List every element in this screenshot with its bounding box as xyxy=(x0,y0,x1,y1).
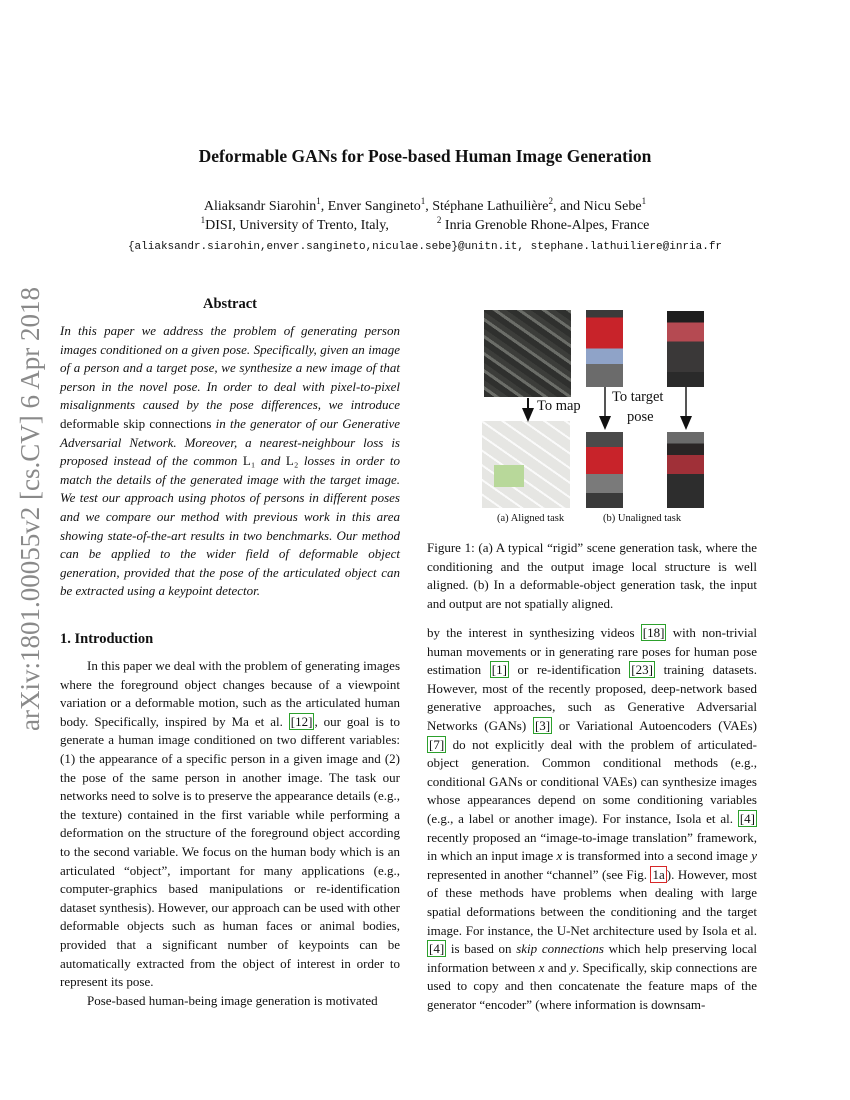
text: or re-identification xyxy=(508,662,630,678)
arrow-head-icon xyxy=(599,416,611,430)
text: In this paper we address the problem of generating person images conditioned on a given pose. Specifically, given an image of a person and a target pose, we synthesize a new image of that person in the novel pose. In order to deal with pixel-to-pixel misalignments caused by the pose differences, we introduce xyxy=(60,323,400,413)
citation-link[interactable]: [12] xyxy=(290,713,313,729)
upright-text: L₁ xyxy=(242,453,256,469)
paragraph xyxy=(427,624,757,1014)
to-target-label: To target xyxy=(612,389,664,405)
text: ). However, most of these methods have problems when dealing with large spatial deformations between the conditioning and the target image. For instance, the U-Net architecture used by Isola et al. xyxy=(427,866,757,938)
arrow-to-target-2 xyxy=(685,387,687,417)
emphasis: x xyxy=(556,848,563,864)
introduction-left-column xyxy=(60,657,400,1010)
paragraph xyxy=(60,992,400,1011)
arxiv-identifier: arXiv:1801.00055v2 [cs.CV] 6 Apr 2018 xyxy=(15,287,45,731)
arrow-to-target-1 xyxy=(604,387,606,417)
text: and xyxy=(255,453,286,469)
citation-link[interactable]: [3] xyxy=(534,717,551,733)
text: and xyxy=(544,959,571,975)
emphasis: y xyxy=(570,959,576,975)
text: do not explicitly deal with the problem of articulated-object generation. Common conditional methods (e.g., conditional GANs or conditional VAEs) can synthesize images whose appearances depend on some conditioning variables (e.g., a label or another image). For instance, Isola et al. xyxy=(427,736,757,826)
text: represented in another “channel” (see Fig. xyxy=(427,866,651,882)
citation-link[interactable]: [23] xyxy=(631,662,653,678)
arrow-head-icon xyxy=(522,408,534,422)
abstract-heading: Abstract xyxy=(203,296,257,312)
text: recently proposed an “image-to-image translation” framework, in which an input image xyxy=(427,829,757,864)
person-generated-image-2 xyxy=(667,432,704,508)
text: which help preserving local information between xyxy=(427,941,757,975)
abstract-text xyxy=(60,322,400,601)
map-image xyxy=(482,421,570,508)
emphasis: skip connections xyxy=(516,941,604,957)
text: by the interest in synthesizing videos xyxy=(427,625,641,640)
emphasis: x xyxy=(538,959,545,975)
paper-title: Deformable GANs for Pose-based Human Image Generation xyxy=(198,146,652,166)
emphasis: y xyxy=(751,848,757,864)
text: in the generator of our Generative Adversarial Network. Moreover, a nearest-neighbour loss is proposed instead of the common xyxy=(60,415,400,469)
author-name: Stéphane Lathuilière xyxy=(432,199,549,214)
affiliation: Inria Grenoble Rhone-Alpes, France xyxy=(441,218,650,233)
figure-caption: Figure 1: (a) A typical “rigid” scene generation task, where the conditioning and the output image local structure is well aligned. (b) In a deformable-object generation task, the input and output are not spatially aligned. xyxy=(427,540,757,611)
affiliation-mark: 1 xyxy=(316,196,321,206)
text: , our goal is to generate a human image conditioned on two different variables: (1) the appearance of a specific person in a given image and (2) the pose of the same person in another image. The task our networks need to solve is to preserve the appearance details (e.g., the texture) contained in the first variable while performing a deformation on the structure of the foreground object according to the second variable. We focus on the human body which is an articulated “object”, important for many applications (e.g., computer-graphics based manipulations or re-identification dataset synthesis). However, our approach can be used with other deformable objects such as human faces or animal bodies, provided that a significant number of keypoints can be automatically extracted from the object of interest in order to represent its pose. xyxy=(60,713,400,990)
aerial-image xyxy=(484,310,571,397)
affiliation-mark: 1 xyxy=(420,196,426,206)
citation-link[interactable]: [4] xyxy=(739,810,755,826)
affiliations xyxy=(0,216,850,235)
text: training datasets. However, most of the recently proposed, deep-network based generative approaches, such as Generative Adversarial Networks (GANs) xyxy=(427,662,757,733)
section-heading-introduction: 1. Introduction xyxy=(60,631,154,647)
figure-reference-link[interactable]: 1a xyxy=(652,866,665,882)
to-map-label: To map xyxy=(537,398,581,414)
upright-text: deformable skip connections xyxy=(60,415,212,431)
separator: , xyxy=(425,199,433,214)
person-generated-image-1 xyxy=(586,432,623,508)
author-name: Aliaksandr Siarohin xyxy=(203,199,317,214)
text: or Variational Autoencoders (VAEs) xyxy=(552,717,757,733)
author-emails: {aliaksandr.siarohin,enver.sangineto,niculae.sebe}@unitn.it, stephane.lathuiliere@inria.fr xyxy=(127,241,723,253)
paragraph xyxy=(60,657,400,992)
affiliation: DISI, University of Trento, Italy, xyxy=(205,218,389,233)
author-name: Nicu Sebe xyxy=(583,199,642,214)
text: . Specifically, skip connections are used to copy and then concatenate the feature maps of the generator “encoder” (where information is downsam- xyxy=(427,959,757,1012)
text: Pose-based human-being image generation is motivated xyxy=(87,992,378,1008)
citation-link[interactable]: [1] xyxy=(491,662,507,678)
citation-link[interactable]: [4] xyxy=(429,941,445,957)
upright-text: L₂ xyxy=(285,453,299,469)
affiliation-mark: 2 xyxy=(548,196,553,206)
subcaption-a: (a) Aligned task xyxy=(497,513,565,524)
separator: , xyxy=(320,199,328,214)
introduction-right-column xyxy=(427,624,757,1014)
person-source-image-1 xyxy=(586,310,623,387)
affiliation-mark: 1 xyxy=(200,215,206,225)
citation-link[interactable]: [7] xyxy=(429,736,445,752)
affiliation-mark: 2 xyxy=(436,215,442,225)
text: with non-trivial human movements or in generating rare poses for human pose estimation xyxy=(427,625,757,678)
arrow-head-icon xyxy=(680,416,692,430)
author-name: Enver Sangineto xyxy=(327,199,421,214)
text: is transformed into a second image xyxy=(562,848,752,864)
person-source-image-2 xyxy=(667,311,704,387)
author-block xyxy=(0,197,850,235)
citation-link[interactable]: [18] xyxy=(642,625,665,640)
text: losses in order to match the details of the generated image with the target image. We test our approach using photos of persons in different poses and we compare our method with previous work in this area showing state-of-the-art results in two benchmarks. Our method can be applied to the wider field of deformable object generation, provided that the pose of the articulated object can be extracted using a keypoint detector. xyxy=(60,453,400,599)
pose-label: pose xyxy=(627,409,654,425)
author-list xyxy=(0,197,850,216)
separator: , and xyxy=(552,199,584,214)
affiliation-mark: 1 xyxy=(641,196,647,206)
text: is based on xyxy=(446,941,517,957)
text: In this paper we deal with the problem of generating images where the foreground object changes because of a viewpoint variation or a deformable motion, such as the articulated human body. Specifically, inspired by Ma et al. xyxy=(60,658,400,729)
subcaption-b: (b) Unaligned task xyxy=(603,513,682,524)
